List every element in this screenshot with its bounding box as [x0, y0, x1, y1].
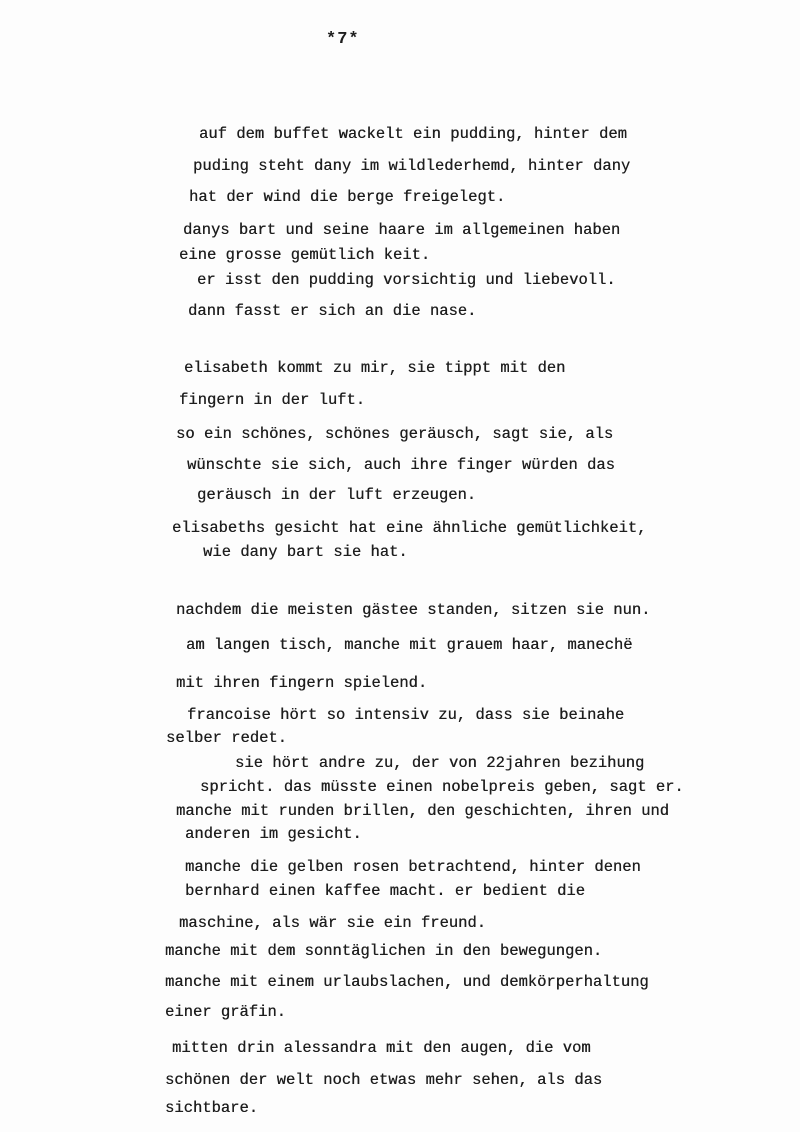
- text-line: mitten drin alessandra mit den augen, die vom: [172, 1039, 591, 1057]
- text-line: geräusch in der luft erzeugen.: [197, 486, 477, 504]
- text-line: auf dem buffet wackelt ein pudding, hinter dem: [199, 125, 627, 143]
- text-line: sie hört andre zu, der von 22jahren bezihung: [235, 754, 645, 772]
- text-line: francoise hört so intensiv zu, dass sie beinahe: [187, 706, 625, 724]
- text-line: hat der wind die berge freigelegt.: [189, 188, 506, 206]
- text-line: anderen im gesicht.: [185, 825, 362, 843]
- text-line: schönen der welt noch etwas mehr sehen, als das: [165, 1071, 603, 1089]
- text-line: einer gräfin.: [165, 1003, 286, 1021]
- text-line: eine grosse gemütlich keit.: [179, 246, 431, 264]
- page-number: *7*: [326, 30, 360, 49]
- text-line: spricht. das müsste einen nobelpreis geben, sagt er.: [200, 778, 684, 796]
- text-line: maschine, als wär sie ein freund.: [179, 914, 486, 932]
- text-line: am langen tisch, manche mit grauem haar, manechë: [186, 636, 633, 654]
- text-line: er isst den pudding vorsichtig und liebevoll.: [197, 271, 616, 289]
- text-line: so ein schönes, schönes geräusch, sagt sie, als: [176, 425, 614, 443]
- text-line: elisabeths gesicht hat eine ähnliche gemütlichkeit,: [172, 519, 647, 537]
- text-line: puding steht dany im wildlederhemd, hinter dany: [193, 157, 631, 175]
- text-line: fingern in der luft.: [179, 391, 366, 409]
- text-line: danys bart und seine haare im allgemeinen haben: [183, 221, 621, 239]
- text-line: manche mit einem urlaubslachen, und demkörperhaltung: [165, 973, 649, 991]
- text-line: dann fasst er sich an die nase.: [188, 302, 477, 320]
- text-line: selber redet.: [166, 729, 287, 747]
- text-line: elisabeth kommt zu mir, sie tippt mit den: [184, 359, 566, 377]
- text-line: sichtbare.: [165, 1099, 259, 1117]
- text-line: nachdem die meisten gästee standen, sitzen sie nun.: [176, 601, 651, 619]
- text-line: wünschte sie sich, auch ihre finger würden das: [187, 456, 615, 474]
- text-line: manche mit dem sonntäglichen in den bewegungen.: [165, 942, 603, 960]
- text-line: bernhard einen kaffee macht. er bedient die: [185, 882, 585, 900]
- text-line: manche mit runden brillen, den geschichten, ihren und: [176, 802, 669, 820]
- text-line: manche die gelben rosen betrachtend, hinter denen: [185, 858, 641, 876]
- text-line: wie dany bart sie hat.: [203, 543, 408, 561]
- text-line: mit ihren fingern spielend.: [176, 674, 428, 692]
